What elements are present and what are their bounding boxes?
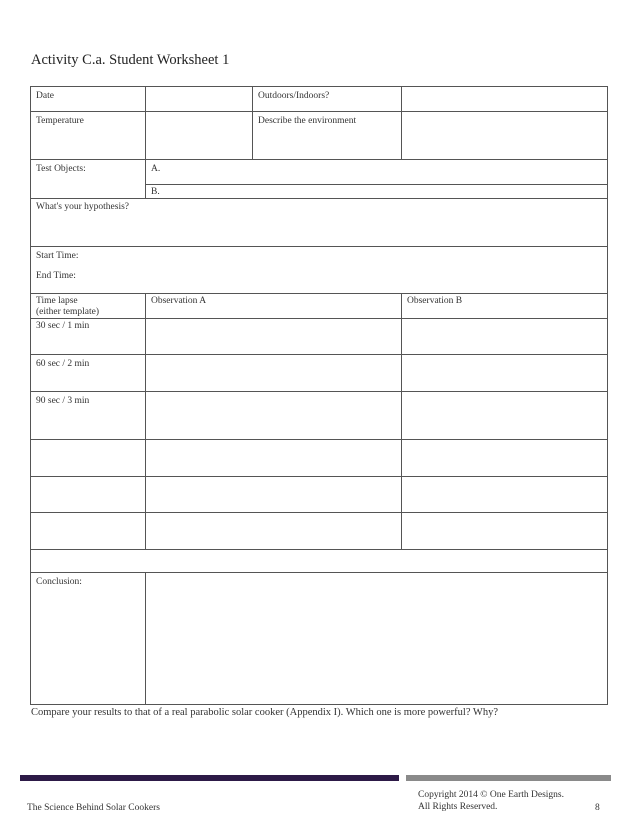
- row-blank-3-label[interactable]: [30, 512, 146, 550]
- row-60sec-observation-b[interactable]: [401, 354, 608, 392]
- footer-copyright: [418, 789, 564, 813]
- row-60sec-label: [30, 354, 146, 392]
- row-90sec-observation-b[interactable]: [401, 391, 608, 440]
- hypothesis-field[interactable]: [30, 198, 608, 247]
- rights-text: All Rights Reserved.: [418, 802, 498, 812]
- temperature-field[interactable]: [145, 111, 253, 160]
- row-30sec-observation-a[interactable]: [145, 318, 402, 355]
- describe-environment-label: [252, 111, 402, 160]
- row-60sec-text: 60 sec / 2 min: [36, 359, 90, 369]
- compare-prompt: Compare your results to that of a real parabolic solar cooker (Appendix I). Which one is more powerful? Why?: [31, 707, 498, 718]
- test-object-b-field[interactable]: [145, 184, 608, 199]
- time-lapse-header: [30, 293, 146, 319]
- describe-environment-field[interactable]: [401, 111, 608, 160]
- row-blank-2-observation-b[interactable]: [401, 476, 608, 513]
- footer-bar-grey: [406, 775, 611, 781]
- either-template-text: (either template): [36, 307, 100, 317]
- conclusion-label: [30, 572, 146, 705]
- page-number: 8: [595, 803, 600, 813]
- row-blank-2-observation-a[interactable]: [145, 476, 402, 513]
- worksheet-title: Activity C.a. Student Worksheet 1: [31, 52, 230, 68]
- test-object-a-text: A.: [151, 164, 161, 174]
- temperature-label: [30, 111, 146, 160]
- test-object-a-field[interactable]: [145, 159, 608, 185]
- temperature-text: Temperature: [36, 116, 84, 126]
- row-blank-1-observation-b[interactable]: [401, 439, 608, 477]
- end-time-text: End Time:: [36, 271, 76, 281]
- conclusion-field[interactable]: [145, 572, 608, 705]
- row-90sec-text: 90 sec / 3 min: [36, 396, 90, 406]
- date-label-text: Date: [36, 91, 54, 101]
- worksheet-table: [30, 86, 608, 705]
- blank-spacer-row: [30, 549, 608, 573]
- observation-b-text: Observation B: [407, 296, 463, 306]
- start-end-time-field[interactable]: [30, 246, 608, 294]
- observation-a-text: Observation A: [151, 296, 207, 306]
- outdoors-indoors-text: Outdoors/Indoors?: [258, 91, 330, 101]
- row-90sec-label: [30, 391, 146, 440]
- test-object-b-text: B.: [151, 187, 160, 197]
- test-objects-label: [30, 159, 146, 199]
- row-60sec-observation-a[interactable]: [145, 354, 402, 392]
- outdoors-indoors-label: [252, 86, 402, 112]
- row-blank-1-label[interactable]: [30, 439, 146, 477]
- footer-doc-title: The Science Behind Solar Cookers: [27, 803, 160, 813]
- copyright-text: Copyright 2014 © One Earth Designs.: [418, 790, 565, 800]
- row-30sec-observation-b[interactable]: [401, 318, 608, 355]
- outdoors-indoors-field[interactable]: [401, 86, 608, 112]
- date-label: [30, 86, 146, 112]
- describe-environment-text: Describe the environment: [258, 116, 357, 126]
- row-90sec-observation-a[interactable]: [145, 391, 402, 440]
- row-blank-3-observation-b[interactable]: [401, 512, 608, 550]
- row-30sec-text: 30 sec / 1 min: [36, 321, 90, 331]
- test-objects-text: Test Objects:: [36, 164, 86, 174]
- start-time-text: Start Time:: [36, 251, 79, 261]
- row-blank-2-label[interactable]: [30, 476, 146, 513]
- footer-bar-dark: [20, 775, 399, 781]
- row-blank-3-observation-a[interactable]: [145, 512, 402, 550]
- date-field[interactable]: [145, 86, 253, 112]
- observation-a-header: [145, 293, 402, 319]
- conclusion-text: Conclusion:: [36, 577, 82, 587]
- row-blank-1-observation-a[interactable]: [145, 439, 402, 477]
- time-lapse-text: Time lapse: [36, 296, 78, 306]
- hypothesis-text: What's your hypothesis?: [36, 202, 130, 212]
- observation-b-header: [401, 293, 608, 319]
- row-30sec-label: [30, 318, 146, 355]
